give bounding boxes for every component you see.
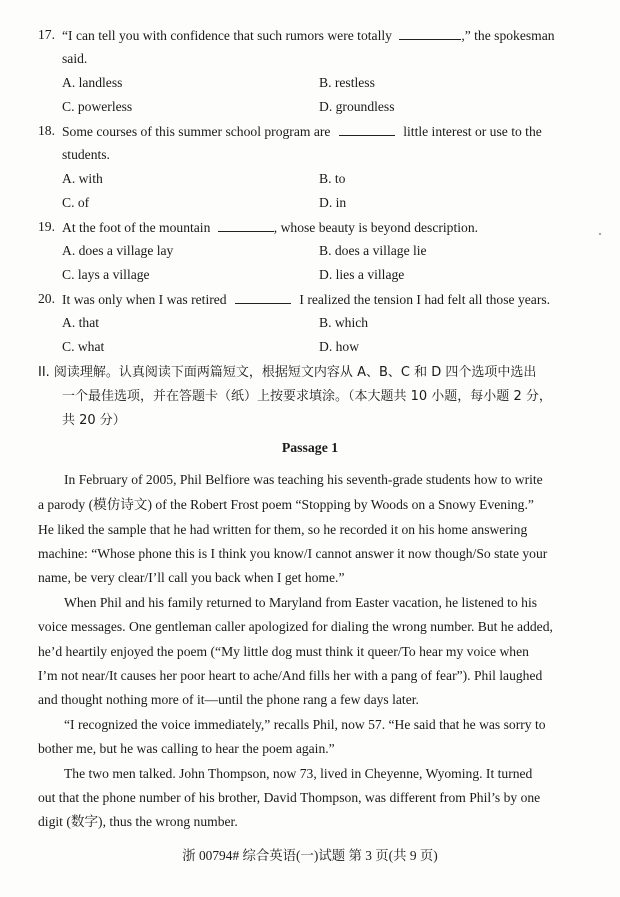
passage-line: out that the phone number of his brother, David Thompson, was different from Phil’s by one (38, 790, 541, 805)
option-a: A. does a village lay (62, 243, 174, 258)
passage-line: In February of 2005, Phil Belfiore was teaching his seventh-grade students how to write (64, 472, 543, 487)
option-d: D. how (319, 339, 360, 354)
passage-line: The two men talked. John Thompson, now 73, lived in Cheyenne, Wyoming. It turned (64, 766, 533, 781)
option-b: B. which (319, 315, 369, 330)
question-19-stem (62, 219, 478, 236)
section-instructions-line-3: 共 20 分） (62, 413, 126, 428)
option-d: D. groundless (319, 99, 395, 114)
passage-line: bother me, but he was calling to hear the poem again.” (38, 741, 335, 756)
option-a: A. that (62, 315, 99, 330)
passage-line: voice messages. One gentleman caller apologized for dialing the wrong number. But he added, (38, 619, 553, 634)
answer-blank (235, 291, 291, 304)
question-18-text: Some courses of this summer school program are (62, 124, 331, 139)
passage-line: name, be very clear/I’ll call you back when I get home.” (38, 570, 345, 585)
option-b: B. restless (319, 75, 375, 90)
question-20-number: 20. (38, 291, 55, 306)
question-19-text-end: , whose beauty is beyond description. (273, 220, 479, 235)
passage-title: Passage 1 (281, 440, 339, 455)
answer-blank (399, 27, 461, 40)
question-17-text: “I can tell you with confidence that such rumors were totally (62, 28, 392, 43)
section-instructions-line-2: 一个最佳选项，并在答题卡（纸）上按要求填涂。（本大题共 10 小题，每小题 2 分， (62, 389, 552, 404)
question-17-number: 17. (38, 27, 55, 42)
section-instructions-line-1: II. 阅读理解。认真阅读下面两篇短文，根据短文内容从 A、B、C 和 D 四个选项中选出 (38, 365, 537, 380)
question-20-stem (62, 291, 550, 308)
option-d: D. in (319, 195, 347, 210)
question-18-stem (62, 123, 542, 140)
scan-speck (599, 233, 601, 235)
option-c: C. powerless (62, 99, 133, 114)
answer-blank (218, 219, 274, 232)
question-19-number: 19. (38, 219, 55, 234)
option-c: C. what (62, 339, 105, 354)
passage-line: and thought nothing more of it—until the phone rang a few days later. (38, 692, 419, 707)
passage-line: When Phil and his family returned to Maryland from Easter vacation, he listened to his (64, 595, 538, 610)
question-20-text: It was only when I was retired (62, 292, 227, 307)
question-20-text-end: I realized the tension I had felt all those years. (299, 292, 551, 307)
option-b: B. does a village lie (319, 243, 427, 258)
option-d: D. lies a village (319, 267, 405, 282)
passage-line: He liked the sample that he had written for them, so he recorded it on his home answering (38, 522, 528, 537)
option-c: C. lays a village (62, 267, 150, 282)
passage-line: a parody (模仿诗文) of the Robert Frost poem “Stopping by Woods on a Snowy Evening.” (38, 497, 534, 512)
option-a: A. landless (62, 75, 123, 90)
answer-blank (339, 123, 395, 136)
passage-line: digit (数字), thus the wrong number. (38, 814, 238, 829)
question-17-text-end: ,” the spokesman (461, 28, 555, 43)
option-b: B. to (319, 171, 346, 186)
question-19-text: At the foot of the mountain (62, 220, 211, 235)
page-footer: 浙 00794# 综合英语(一)试题 第 3 页(共 9 页) (182, 848, 438, 863)
question-17-continuation: said. (62, 51, 88, 66)
passage-line: I’m not near/It causes her poor heart to ache/And fills her with a pang of fear”). Phil laughed (38, 668, 543, 683)
question-18-number: 18. (38, 123, 55, 138)
passage-line: “I recognized the voice immediately,” recalls Phil, now 57. “He said that he was sorry to (64, 717, 546, 732)
passage-line: machine: “Whose phone this is I think you know/I cannot answer it now though/So state your (38, 546, 548, 561)
passage-line: he’d heartily enjoyed the poem (“My little dog must think it queer/To hear my voice when (38, 644, 529, 659)
question-18-text-end: little interest or use to the (403, 124, 542, 139)
option-c: C. of (62, 195, 90, 210)
option-a: A. with (62, 171, 103, 186)
question-18-continuation: students. (62, 147, 110, 162)
question-17-stem (62, 27, 555, 44)
